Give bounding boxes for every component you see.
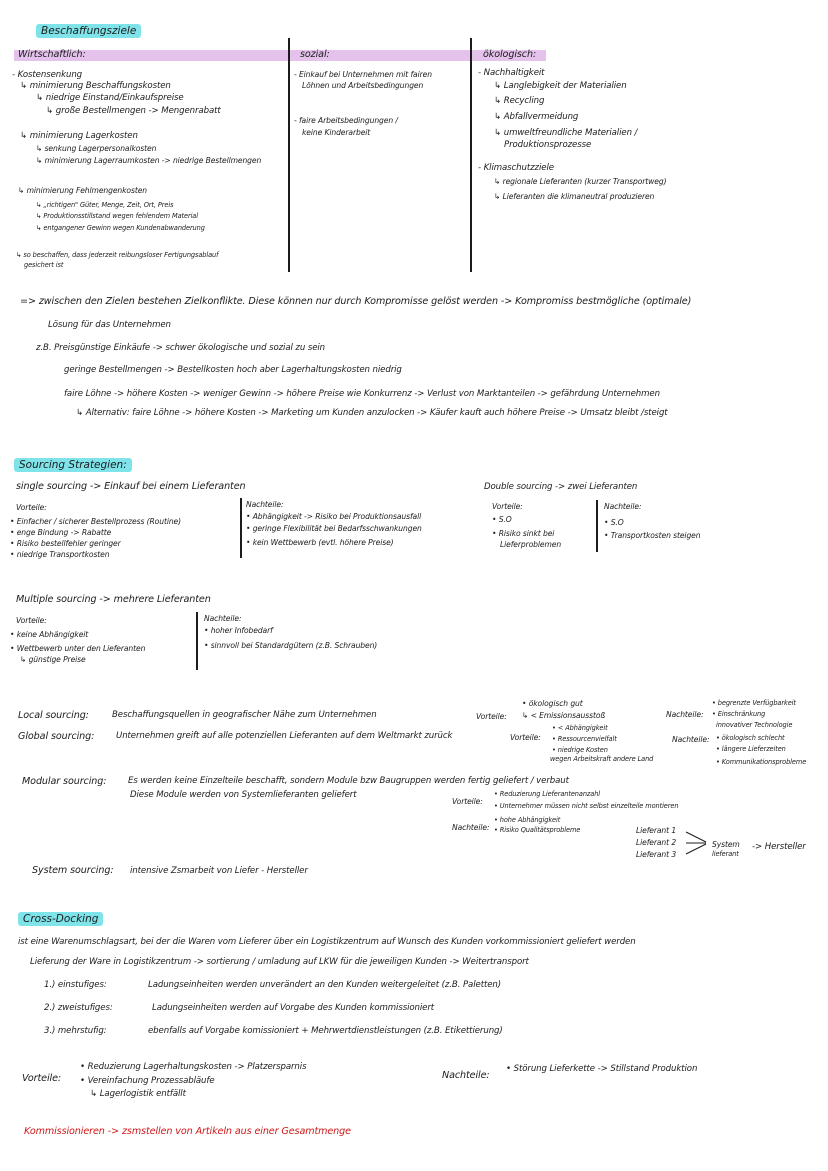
local-nachteil: • Einschränkung — [712, 710, 766, 718]
sozial-item: - faire Arbeitsbedingungen / — [294, 116, 398, 125]
diagram-lieferant-2: Lieferant 2 — [636, 838, 677, 847]
zielkonflikt-text: z.B. Preisgünstige Einkäufe -> schwer ökologische und sozial zu sein — [36, 343, 326, 353]
wirtschaftlich-item: ↳ minimierung Beschaffungskosten — [20, 81, 171, 91]
local-nachteil: innovativer Technologie — [716, 721, 793, 729]
double-vorteil: Lieferproblemen — [500, 540, 562, 549]
wirtschaftlich-item: ↳ Produktionsstillstand wegen fehlendem Material — [36, 212, 198, 220]
oekologisch-item: Produktionsprozesse — [504, 140, 592, 150]
column-header-bar — [14, 50, 546, 61]
double-vorteil: • S.O — [492, 515, 512, 524]
heading-sourcing: Sourcing Strategien: — [14, 458, 132, 472]
wirtschaftlich-item: ↳ minimierung Lagerraumkosten -> niedrige Bestellmengen — [36, 156, 262, 165]
global-vorteile-label: Vorteile: — [510, 733, 541, 742]
local-sourcing-label: Local sourcing: — [18, 710, 89, 721]
single-vorteil: • Einfacher / sicherer Bestellprozess (Routine) — [10, 517, 181, 526]
local-nachteil: • begrenzte Verfügbarkeit — [712, 699, 796, 707]
diagram-connector-lines — [684, 828, 710, 858]
single-nachteile-label: Nachteile: — [246, 500, 284, 509]
diagram-lieferant-3: Lieferant 3 — [636, 850, 677, 859]
crossdocking-definition: ist eine Warenumschlagsart, bei der die Waren vom Lieferer über ein Logistikzentrum auf Wunsch des Kunden vorkommissioniert geliefert werden — [18, 937, 636, 947]
sozial-item: Löhnen und Arbeitsbedingungen — [302, 81, 424, 90]
crossdocking-text: Lieferung der Ware in Logistikzentrum -> sortierung / umladung auf LKW für die jeweiligen Kunden -> Weitertransport — [30, 957, 529, 967]
crossdocking-nachteil: • Störung Lieferkette -> Stillstand Produktion — [506, 1064, 698, 1074]
crossdocking-type-text: ebenfalls auf Vorgabe komissioniert + Mehrwertdienstleistungen (z.B. Etikettierung) — [148, 1026, 503, 1036]
crossdocking-nachteile-label: Nachteile: — [442, 1070, 490, 1081]
column-wirtschaftlich: Wirtschaftlich: — [18, 49, 86, 60]
heading-beschaffungsziele: Beschaffungsziele — [36, 24, 141, 38]
multiple-vorteil: • keine Abhängigkeit — [10, 630, 89, 639]
wirtschaftlich-item: gesichert ist — [24, 261, 64, 269]
crossdocking-type-label: 2.) zweistufiges: — [44, 1003, 113, 1013]
modular-nachteile-label: Nachteile: — [452, 823, 490, 832]
local-sourcing-text: Beschaffungsquellen in geografischer Nähe zum Unternehmen — [112, 710, 377, 720]
divider — [596, 500, 598, 552]
global-vorteil: • niedrige Kosten — [552, 746, 608, 754]
diagram-system: System — [712, 840, 740, 849]
multiple-nachteil: • hoher Infobedarf — [204, 626, 273, 635]
wirtschaftlich-item: ↳ entgangener Gewinn wegen Kundenabwanderung — [36, 224, 205, 232]
single-vorteil: • niedrige Transportkosten — [10, 550, 110, 559]
multiple-vorteil: ↳ günstige Preise — [20, 655, 86, 664]
multiple-vorteile-label: Vorteile: — [16, 616, 47, 625]
modular-vorteile-label: Vorteile: — [452, 797, 483, 806]
zielkonflikt-text: geringe Bestellmengen -> Bestellkosten hoch aber Lagerhaltungskosten niedrig — [64, 365, 402, 375]
single-vorteil: • Risiko bestellfehler geringer — [10, 539, 121, 548]
wirtschaftlich-item: ↳ senkung Lagerpersonalkosten — [36, 144, 157, 153]
global-sourcing-text: Unternehmen greift auf alle potenziellen Lieferanten auf dem Weltmarkt zurück — [116, 731, 453, 741]
zielkonflikt-text: => zwischen den Zielen bestehen Zielkonflikte. Diese können nur durch Kompromisse gelöst werden -> Kompromiss bestmögliche (optimale) — [20, 296, 692, 307]
oekologisch-item: ↳ regionale Lieferanten (kurzer Transportweg) — [494, 177, 667, 186]
double-nachteil: • S.O — [604, 518, 624, 527]
local-vorteil: • ökologisch gut — [522, 699, 583, 708]
modular-vorteil: • Reduzierung Lieferantenanzahl — [494, 790, 601, 798]
oekologisch-item: ↳ Lieferanten die klimaneutral produzieren — [494, 192, 655, 201]
multiple-nachteile-label: Nachteile: — [204, 614, 242, 623]
heading-crossdocking: Cross-Docking — [18, 912, 103, 926]
oekologisch-item: - Klimaschutzziele — [478, 163, 554, 173]
column-divider — [470, 38, 472, 272]
global-vorteil: • Ressourcenvielfalt — [552, 735, 617, 743]
modular-vorteil: • Unternehmer müssen nicht selbst einzelteile montieren — [494, 802, 679, 810]
oekologisch-item: ↳ Abfallvermeidung — [494, 112, 579, 122]
modular-sourcing-label: Modular sourcing: — [22, 776, 107, 787]
diagram-hersteller: -> Hersteller — [752, 842, 806, 852]
local-vorteile-label: Vorteile: — [476, 712, 507, 721]
global-vorteil: wegen Arbeitskraft andere Land — [550, 755, 654, 763]
multiple-vorteil: • Wettbewerb unter den Lieferanten — [10, 644, 146, 653]
single-nachteil: • Abhängigkeit -> Risiko bei Produktionsausfall — [246, 512, 422, 521]
wirtschaftlich-item: ↳ „richtigen" Güter, Menge, Zeit, Ort, Preis — [36, 201, 174, 209]
wirtschaftlich-item: ↳ so beschaffen, dass jederzeit reibungsloser Fertigungsablauf — [16, 251, 219, 259]
global-sourcing-label: Global sourcing: — [18, 731, 95, 742]
crossdocking-type-label: 3.) mehrstufig: — [44, 1026, 107, 1036]
wirtschaftlich-item: ↳ minimierung Fehlmengenkosten — [18, 186, 147, 195]
crossdocking-type-text: Ladungseinheiten werden auf Vorgabe des Kunden kommissioniert — [152, 1003, 435, 1013]
global-nachteile-label: Nachteile: — [672, 735, 710, 744]
modular-nachteil: • hohe Abhängigkeit — [494, 816, 561, 824]
oekologisch-item: - Nachhaltigkeit — [478, 68, 545, 78]
crossdocking-type-label: 1.) einstufiges: — [44, 980, 107, 990]
crossdocking-type-text: Ladungseinheiten werden unverändert an den Kunden weitergeleitet (z.B. Paletten) — [148, 980, 502, 990]
modular-sourcing-text: Diese Module werden von Systemlieferanten geliefert — [130, 790, 357, 800]
multiple-sourcing-title: Multiple sourcing -> mehrere Lieferanten — [16, 594, 211, 605]
wirtschaftlich-item: ↳ niedrige Einstand/Einkaufspreise — [36, 93, 184, 103]
diagram-system-lieferant: lieferant — [712, 850, 739, 858]
multiple-nachteil: • sinnvoll bei Standardgütern (z.B. Schrauben) — [204, 641, 378, 650]
system-sourcing-label: System sourcing: — [32, 865, 114, 876]
double-vorteile-label: Vorteile: — [492, 502, 523, 511]
single-vorteile-label: Vorteile: — [16, 503, 47, 512]
column-oekologisch: ökologisch: — [483, 49, 537, 60]
crossdocking-vorteil: • Reduzierung Lagerhaltungskosten -> Platzersparnis — [80, 1062, 307, 1072]
divider — [196, 612, 198, 670]
crossdocking-vorteil: ↳ Lagerlogistik entfällt — [90, 1089, 186, 1099]
sozial-item: keine Kinderarbeit — [302, 128, 371, 137]
single-nachteil: • geringe Flexibilität bei Bedarfsschwankungen — [246, 524, 422, 533]
wirtschaftlich-item: ↳ minimierung Lagerkosten — [20, 131, 138, 141]
system-sourcing-text: intensive Zsmarbeit von Liefer - Hersteller — [130, 866, 308, 876]
double-nachteil: • Transportkosten steigen — [604, 531, 701, 540]
double-sourcing-title: Double sourcing -> zwei Lieferanten — [484, 482, 638, 492]
single-sourcing-title: single sourcing -> Einkauf bei einem Lieferanten — [16, 481, 246, 492]
global-nachteil: • längere Lieferzeiten — [716, 745, 786, 753]
global-nachteil: • Kommunikationsprobleme — [716, 758, 807, 766]
oekologisch-item: ↳ Recycling — [494, 96, 545, 106]
double-vorteil: • Risiko sinkt bei — [492, 529, 555, 538]
modular-nachteil: • Risiko Qualitätsprobleme — [494, 826, 581, 834]
zielkonflikt-text: ↳ Alternativ: faire Löhne -> höhere Kosten -> Marketing um Kunden anzulocken -> Käufer kauft auch höhere Preise -> Umsatz bleibt /steigt — [76, 408, 668, 418]
global-nachteil: • ökologisch schlecht — [716, 734, 785, 742]
local-nachteile-label: Nachteile: — [666, 710, 704, 719]
diagram-lieferant-1: Lieferant 1 — [636, 826, 677, 835]
wirtschaftlich-item: - Kostensenkung — [12, 70, 83, 80]
modular-sourcing-text: Es werden keine Einzelteile beschafft, sondern Module bzw Baugruppen werden fertig geliefert / verbaut — [128, 776, 569, 786]
zielkonflikt-text: Lösung für das Unternehmen — [48, 320, 171, 330]
column-sozial: sozial: — [300, 49, 330, 60]
oekologisch-item: ↳ umweltfreundliche Materialien / — [494, 128, 638, 138]
single-vorteil: • enge Bindung -> Rabatte — [10, 528, 112, 537]
double-nachteile-label: Nachteile: — [604, 502, 642, 511]
kommissionieren-definition: Kommissionieren -> zsmstellen von Artikeln aus einer Gesamtmenge — [24, 1126, 351, 1137]
crossdocking-vorteile-label: Vorteile: — [22, 1073, 62, 1084]
sozial-item: - Einkauf bei Unternehmen mit fairen — [294, 70, 432, 79]
zielkonflikt-text: faire Löhne -> höhere Kosten -> weniger Gewinn -> höhere Preise wie Konkurrenz -> Verlust von Marktanteilen -> gefährdung Unternehmen — [64, 389, 660, 399]
wirtschaftlich-item: ↳ große Bestellmengen -> Mengenrabatt — [46, 106, 221, 116]
oekologisch-item: ↳ Langlebigkeit der Materialien — [494, 81, 627, 91]
global-vorteil: • < Abhängigkeit — [552, 724, 608, 732]
single-nachteil: • kein Wettbewerb (evtl. höhere Preise) — [246, 538, 394, 547]
divider — [240, 498, 242, 558]
crossdocking-vorteil: • Vereinfachung Prozessabläufe — [80, 1076, 215, 1086]
local-vorteil: ↳ < Emissionsausstoß — [522, 711, 606, 720]
column-divider — [288, 38, 290, 272]
